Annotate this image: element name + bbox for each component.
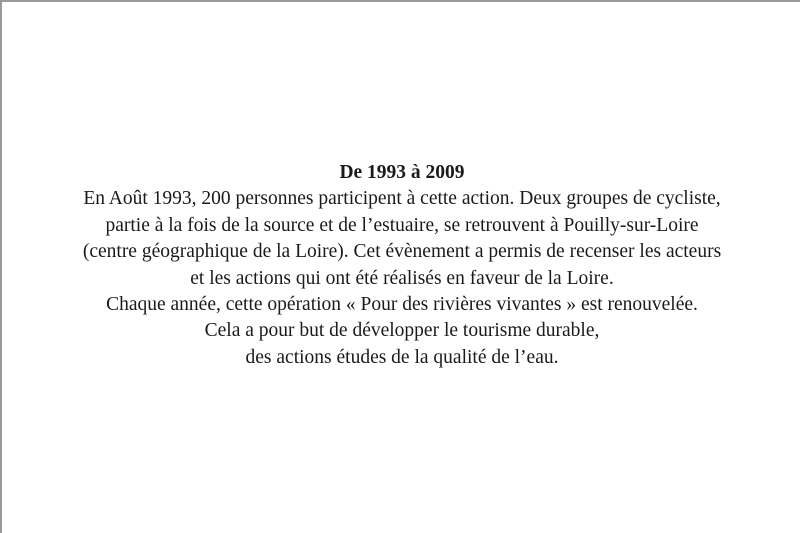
body-line-7: des actions études de la qualité de l’eau. xyxy=(245,346,559,368)
body-line-2: partie à la fois de la source et de l’estuaire, se retrouvent à Pouilly-sur-Loire xyxy=(105,214,699,236)
body-line-1: En Août 1993, 200 personnes participent à cette action. Deux groupes de cycliste, xyxy=(83,188,721,210)
text-block xyxy=(2,160,800,371)
body-line-3: (centre géographique de la Loire). Cet évènement a permis de recenser les acteurs xyxy=(82,241,722,263)
slide-title: De 1993 à 2009 xyxy=(339,162,465,183)
body-line-6: Cela a pour but de développer le tourisme durable, xyxy=(204,320,600,342)
body-line-4: et les actions qui ont été réalisés en faveur de la Loire. xyxy=(190,267,614,289)
body-line-5: Chaque année, cette opération « Pour des rivières vivantes » est renouvelée. xyxy=(106,294,698,316)
